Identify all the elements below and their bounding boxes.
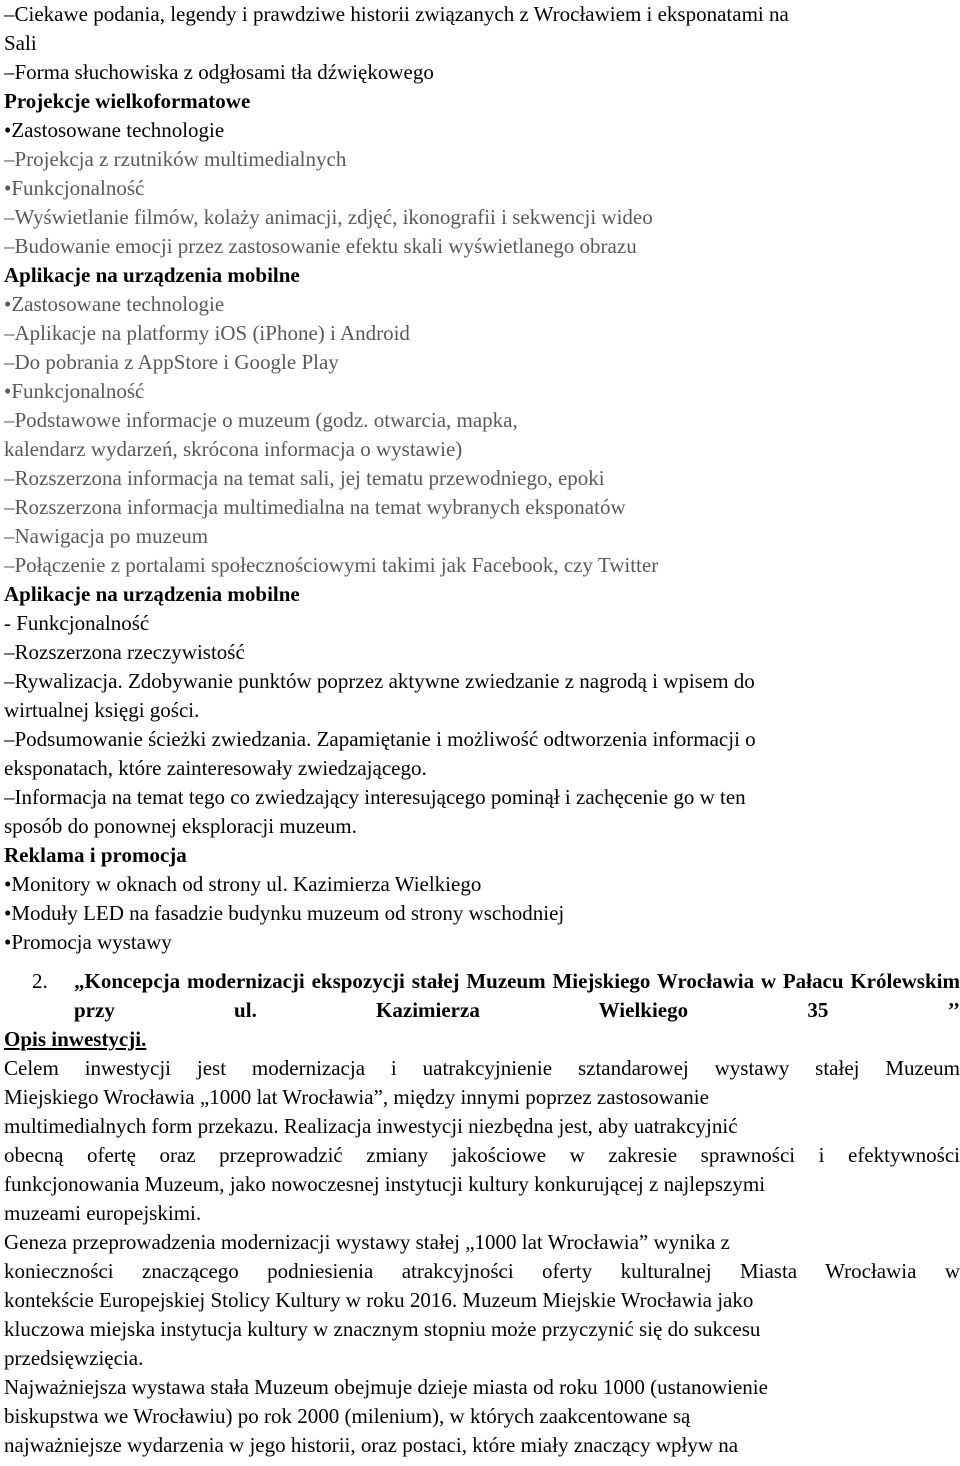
text-line: eksponatach, które zainteresowały zwiedzającego.	[4, 756, 427, 780]
text-line: –Budowanie emocji przez zastosowanie efektu skali wyświetlanego obrazu	[4, 234, 637, 258]
section-number: 2.	[32, 969, 48, 993]
subheading: Aplikacje na urządzenia mobilne	[4, 263, 300, 287]
paragraph-line: biskupstwa we Wrocławiu) po rok 2000 (milenium), w których zaakcentowane są	[4, 1404, 691, 1428]
paragraph-line: muzeami europejskimi.	[4, 1201, 202, 1225]
text-line: kalendarz wydarzeń, skrócona informacja o wystawie)	[4, 437, 463, 461]
document-section-investment	[4, 1025, 960, 1460]
document-section-media	[4, 0, 960, 957]
document-page	[4, 0, 960, 1460]
text-line: •Funkcjonalność	[4, 176, 145, 200]
paragraph-line: funkcjonowania Muzeum, jako nowoczesnej instytucji kultury konkurującej z najlepszymi	[4, 1172, 766, 1196]
text-line: –Informacja na temat tego co zwiedzający interesującego pominął i zachęcenie go w ten	[4, 785, 746, 809]
subheading: Aplikacje na urządzenia mobilne	[4, 582, 300, 606]
paragraph-line: najważniejsze wydarzenia w jego historii, oraz postaci, które miały znaczący wpływ na	[4, 1433, 739, 1457]
text-line: –Do pobrania z AppStore i Google Play	[4, 350, 339, 374]
text-line: Sali	[4, 31, 37, 55]
text-line: –Podstawowe informacje o muzeum (godz. otwarcia, mapka,	[4, 408, 518, 432]
section-title: „Koncepcja modernizacji ekspozycji stałej Muzeum Miejskiego Wrocławia w Pałacu Królewskim przy ul. Kazimierza Wielkiego 35 ’’	[74, 969, 960, 1022]
text-line: –Rozszerzona rzeczywistość	[4, 640, 245, 664]
text-line: •Funkcjonalność	[4, 379, 145, 403]
text-line: •Monitory w oknach od strony ul. Kazimierza Wielkiego	[4, 872, 482, 896]
text-line: - Funkcjonalność	[4, 611, 150, 635]
paragraph-line: kluczowa miejska instytucja kultury w znacznym stopniu może przyczynić się do sukcesu	[4, 1317, 761, 1341]
text-line: –Połączenie z portalami społecznościowymi takimi jak Facebook, czy Twitter	[4, 553, 659, 577]
text-line: –Wyświetlanie filmów, kolaży animacji, zdjęć, ikonografii i sekwencji wideo	[4, 205, 653, 229]
text-line: –Ciekawe podania, legendy i prawdziwe historii związanych z Wrocławiem i eksponatami na	[4, 2, 789, 26]
text-line: wirtualnej księgi gości.	[4, 698, 200, 722]
section-heading-2	[4, 967, 960, 1025]
text-line: –Podsumowanie ścieżki zwiedzania. Zapamiętanie i możliwość odtworzenia informacji o	[4, 727, 756, 751]
subheading: Projekcje wielkoformatowe	[4, 89, 251, 113]
subheading: Reklama i promocja	[4, 843, 187, 867]
paragraph-line: obecną ofertę oraz przeprowadzić zmiany jakościowe w zakresie sprawności i efektywności	[4, 1143, 960, 1167]
subheading: Opis inwestycji.	[4, 1027, 147, 1051]
paragraph-line: Celem inwestycji jest modernizacja i uatrakcyjnienie sztandarowej wystawy stałej Muzeum	[4, 1056, 960, 1080]
text-line: •Promocja wystawy	[4, 930, 172, 954]
paragraph-line: Miejskiego Wrocławia „1000 lat Wrocławia”, między innymi poprzez zastosowanie	[4, 1085, 709, 1109]
paragraph-line: Geneza przeprowadzenia modernizacji wystawy stałej „1000 lat Wrocławia” wynika z	[4, 1230, 730, 1254]
paragraph-line: multimedialnych form przekazu. Realizacja inwestycji niezbędna jest, aby uatrakcyjnić	[4, 1114, 738, 1138]
text-line: •Zastosowane technologie	[4, 118, 225, 142]
text-line: –Nawigacja po muzeum	[4, 524, 209, 548]
text-line: sposób do ponownej eksploracji muzeum.	[4, 814, 357, 838]
text-line: –Rozszerzona informacja multimedialna na temat wybranych eksponatów	[4, 495, 626, 519]
text-line: –Aplikacje na platformy iOS (iPhone) i Android	[4, 321, 410, 345]
paragraph-line: kontekście Europejskiej Stolicy Kultury w roku 2016. Muzeum Miejskie Wrocławia jako	[4, 1288, 754, 1312]
paragraph-line: konieczności znaczącego podniesienia atrakcyjności oferty kulturalnej Miasta Wrocławia w	[4, 1259, 960, 1283]
text-line: –Forma słuchowiska z odgłosami tła dźwiękowego	[4, 60, 434, 84]
text-line: –Rywalizacja. Zdobywanie punktów poprzez aktywne zwiedzanie z nagrodą i wpisem do	[4, 669, 755, 693]
text-line: –Projekcja z rzutników multimedialnych	[4, 147, 347, 171]
text-line: •Zastosowane technologie	[4, 292, 225, 316]
text-line: •Moduły LED na fasadzie budynku muzeum od strony wschodniej	[4, 901, 565, 925]
text-line: –Rozszerzona informacja na temat sali, jej tematu przewodniego, epoki	[4, 466, 605, 490]
paragraph-line: Najważniejsza wystawa stała Muzeum obejmuje dzieje miasta od roku 1000 (ustanowienie	[4, 1375, 768, 1399]
paragraph-line: przedsięwzięcia.	[4, 1346, 144, 1370]
